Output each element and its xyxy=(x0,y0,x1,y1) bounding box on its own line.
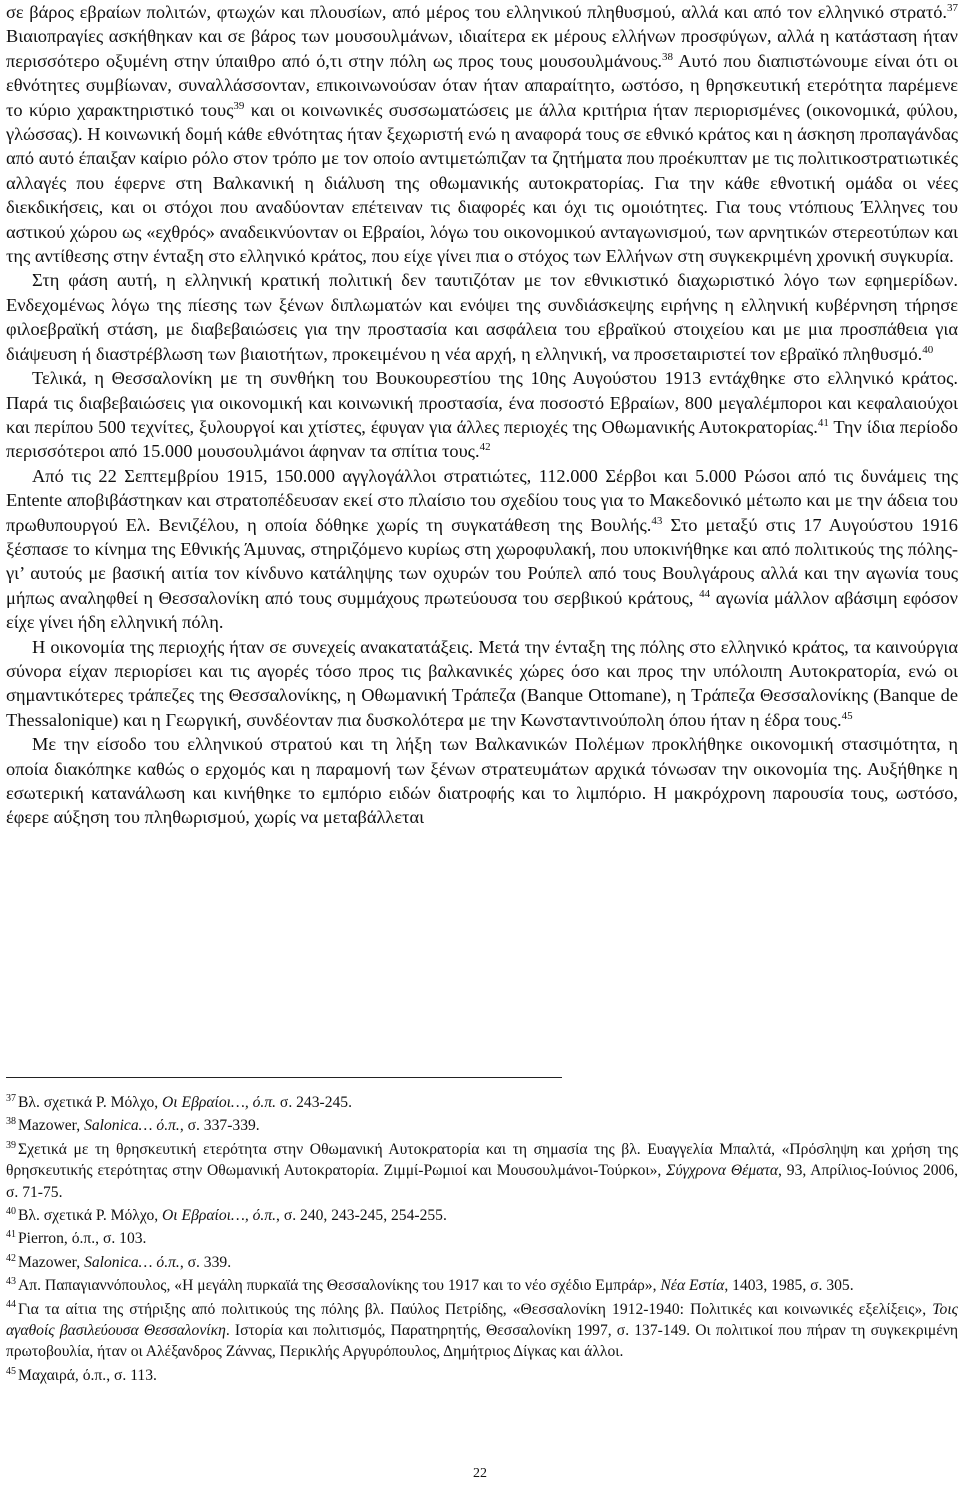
footnote-reference: 41 xyxy=(817,416,829,429)
footnote-number: 39 xyxy=(6,1139,16,1151)
footnote-text: Σχετικά με τη θρησκευτική ετερότητα στην Οθωμανική Αυτοκρατορία και τη σημασία της βλ. Ευαγγελία Μπαλτά, «Πρόσληψη και χρήση της θρησκευτικής ετερότητας στην Οθωμανική Αυτοκρατορία. Ζιμμί-Ρωμιοί και Μουσουλμάνοι-Τούρκοι», xyxy=(6,1140,958,1180)
paragraph-text: Στο μεταξύ στις 17 Αυγούστου 1916 ξέσπασε το κίνημα της Εθνικής Άμυνας, στηριζόμενο κυρίως στη χωροφυλακή, που υποκινήθηκε και από πολιτικούς της πόλης-γι’ αυτούς με βασική αιτία τον κίνδυνο κατάληψης των οχυρών του Ρούπελ από τους Βουλγάρους αλλά και την αγωνία τους μήπως αναληφθεί η Θεσσαλονίκη από τους συμμάχους πρωτεύουσα του σερβικού κράτους, xyxy=(6,514,958,608)
footnote xyxy=(6,1139,958,1203)
footnote-text: σ. 243-245. xyxy=(276,1094,353,1111)
footnote-number: 40 xyxy=(6,1205,16,1217)
paragraph-text: Αυτό που διαπιστώνουμε είναι ότι οι εθνότητες συμβίωναν, συναλλάσσονταν, επικοινωνούσαν όταν ήταν απαραίτητο, ωστόσο, η θρησκευτική ετερότητα παρέμενε το κύριο χαρακτηριστικό τους xyxy=(6,50,959,120)
footnote-text: , 1403, 1985, σ. 305. xyxy=(724,1277,854,1295)
footnote-reference: 43 xyxy=(651,514,663,527)
footnote xyxy=(6,1092,958,1113)
paragraph xyxy=(6,268,958,366)
footnote-title: Νέα Εστία xyxy=(660,1277,725,1295)
footnote-number: 45 xyxy=(6,1365,16,1377)
footnote-reference: 45 xyxy=(841,709,853,722)
footnote-number: 37 xyxy=(6,1092,16,1104)
footnote-title: Σύγχρονα Θέματα xyxy=(666,1162,779,1180)
footnote-text: Pierron, ό.π., σ. 103. xyxy=(18,1230,147,1248)
footnote-text: , σ. 337-339. xyxy=(179,1117,260,1135)
paragraph xyxy=(6,635,958,733)
footnote-title: Οι Εβραίοι…, ό.π. xyxy=(162,1207,277,1225)
paragraph-text: αγωνία μάλλον αβάσιμη εφόσον είχε γίνει ήδη ελληνική πόλη. xyxy=(6,587,958,633)
footnote-reference: 40 xyxy=(922,343,934,356)
paragraph-text: Τελικά, η Θεσσαλονίκη με τη συνθήκη του Βουκουρεστίου της 10ης Αυγούστου 1913 εντάχθηκε στο ελληνικό κράτος. Παρά τις διαβεβαιώσεις για οικονομική και κοινωνική προστασία, ένα ποσοστό Εβραίων, 800 μεγαλέμποροι και κεφαλαιούχοι και περίπου 500 τεχνίτες, ξυλουργοί και χτίστες, έφυγαν για άλλες περιοχές της Οθωμανικής Αυτοκρατορίας. xyxy=(6,368,958,437)
main-text xyxy=(6,0,958,830)
paragraph-text: και οι κοινωνικές συσσωματώσεις με άλλα κριτήρια ήταν περιορισμένες (οικονομικά, φύλου, γλώσσας). Η κοινωνική δομή κάθε εθνότητας ήταν ξεχωριστή ενώ η αναφορά τους σε εθνικό κράτος και η άσκηση προπαγάνδας από αυτό έπαιξαν καίριο ρόλο στον τρόπο με τον οποίο αντιμετώπιζαν τα ζητήματα που προέκυπταν με τις πολιτικοστρατιωτικές αλλαγές που έφερνε στη Βαλκανική η διάλυση της οθωμανικής αυτοκρατορίας. Για την κάθε εθνοτική ομάδα οι νέες διεκδικήσεις, και οι στόχοι που αναδύονταν επέτειναν τις διαφορές και όχι τις ομοιότητες. Για τους ντόπιους Έλληνες του αστικού χώρου ως «εχθρός» αναδεικνύονταν οι Εβραίοι, λόγω του οικονομικού ανταγωνισμού, των αρνητικών στερεοτύπων και της αντίθεσης στην ένταξη στο ελληνικό κράτος, που είχε γίνει πια ο στόχος των Ελλήνων στη συγκεκριμένη χρονική συγκυρία. xyxy=(6,99,958,267)
footnote xyxy=(6,1115,958,1136)
footnote-text: , σ. 339. xyxy=(179,1253,232,1271)
footnote-title: Salonica… ό.π. xyxy=(84,1117,180,1135)
footnote-text: , 93, Απρίλιος-Ιούνιος 2006, σ. 71-75. xyxy=(6,1162,958,1201)
paragraph xyxy=(6,464,958,635)
paragraph-text: Η οικονομία της περιοχής ήταν σε συνεχείς ανακατατάξεις. Μετά την ένταξη της πόλης στο ελληνικό κράτος, τα καινούργια σύνορα είχαν περιορίσει και τις αγορές τόσο προς τις βαλκανικές χώρες όσο και προς την υπόλοιπη Αυτοκρατορία, ενώ οι σημαντικότερες τράπεζες της Θεσσαλονίκης, η Οθωμανική Τράπεζα (Banque Ottomane), η Τράπεζα Θεσσαλονίκης (Banque de Thessalonique) και η Γεωργική, συνδέονταν πια δυσκολότερα με την Κωνσταντινούπολη όπου ήταν η έδρα τους. xyxy=(6,636,958,730)
page-number: 22 xyxy=(473,1466,487,1481)
footnote-number: 38 xyxy=(6,1116,16,1128)
footnote-text: . Ιστορία και πολιτισμός, Παρατηρητής, Θεσσαλονίκη 1997, σ. 137-149. Οι πολιτικοί που πήραν τη συγκεκριμένη πρωτοβουλία, ήταν οι Αλέξανδρος Ζάννας, Περικλής Αργυρόπουλος, Δημήτριος Δίγκας και άλλοι. xyxy=(6,1322,958,1361)
footnote-text: Mazower, xyxy=(18,1117,85,1135)
footnote xyxy=(6,1275,958,1296)
footnote-separator xyxy=(6,1077,562,1078)
footnote-reference: 37 xyxy=(947,1,958,14)
footnote-number: 42 xyxy=(6,1252,16,1264)
footnote-text: Βλ. σχετικά Ρ. Μόλχο, xyxy=(18,1094,163,1111)
footnote-reference: 44 xyxy=(699,587,711,600)
footnotes xyxy=(6,1092,958,1388)
footnote-text: Mazower, xyxy=(18,1253,85,1271)
footnote-reference: 42 xyxy=(479,441,491,454)
paragraph xyxy=(6,366,958,464)
footnote xyxy=(6,1365,958,1386)
footnote-text: Για τα αίτια της στήριξης από πολιτικούς της πόλης βλ. Παύλος Πετρίδης, «Θεσσαλονίκη 1912-1940: Πολιτικές και κοινωνικές εξελίξεις», xyxy=(18,1300,933,1318)
footnote-number: 41 xyxy=(6,1229,16,1241)
paragraph-text: Στη φάση αυτή, η ελληνική κρατική πολιτική δεν ταυτιζόταν με τον εθνικιστικό διαχωριστικό λόγο των εφημερίδων. Ενδεχομένως λόγω της πίεσης των ξένων διπλωματών και ενόψει της συνδιάσκεψης ειρήνης η ελληνική κυβέρνηση τήρησε φιλοεβραϊκή στάση, με διαβεβαιώσεις για την προστασία και ασφάλεια του εβραϊκού στοιχείου και με μια προσπάθεια για διάψευση ή διαστρέβλωση των βιαιοτήτων, προκειμένου η νέα αρχή, η ελληνική, να προσεταιριστεί τον εβραϊκό πληθυσμό. xyxy=(6,270,958,364)
paragraph xyxy=(6,732,958,830)
paragraph-text: Με την είσοδο του ελληνικού στρατού και τη λήξη των Βαλκανικών Πολέμων προκλήθηκε οικονομική στασιμότητα, η οποία διακόπηκε καθώς ο ερχομός και η παραμονή των ξένων στρατευμάτων αρχικά τόνωσαν την οικονομία της. Αυξήθηκε η εσωτερική κατανάλωση και κινήθηκε το εμπόριο ειδών διατροφής και το λιμπόριο. Η μακρόχρονη παρουσία τους, ωστόσο, έφερε αύξηση του πληθωρισμού, χωρίς να μεταβάλλεται xyxy=(6,734,958,828)
paragraph-text: Βιαιοπραγίες ασκήθηκαν και σε βάρος των μουσουλμάνων, ιδιαίτερα εκ μέρους ελλήνων προσφύγων, αλλά η κατάσταση ήταν περισσότερο οξυμένη στην ύπαιθρο από ό,τι στην πόλη ως προς τους μουσουλμάνους. xyxy=(6,26,958,71)
footnote-text: Απ. Παπαγιαννόπουλος, «Η μεγάλη πυρκαϊά της Θεσσαλονίκης του 1917 και το νέο σχέδιο Εμπράρ», xyxy=(18,1277,661,1295)
footnote-number: 43 xyxy=(6,1276,16,1288)
footnote xyxy=(6,1252,958,1273)
paragraph-text: Από τις 22 Σεπτεμβρίου 1915, 150.000 αγγλογάλλοι στρατιώτες, 112.000 Σέρβοι και 5.000 Ρώσοι από τις δυνάμεις της Entente αποβιβάστηκαν και στρατοπέδευσαν εκεί στο πλαίσιο του σχεδίου τους για το Μακεδονικό μέτωπο και με την άδεια του πρωθυπουργού Ελ. Βενιζέλου, η οποία δόθηκε χωρίς τη συγκατάθεση της Βουλής. xyxy=(6,465,958,535)
paragraph-text: σε βάρος εβραίων πολιτών, φτωχών και πλουσίων, από μέρος του ελληνικού πληθυσμού, αλλά και από τον ελληνικό στρατό. xyxy=(6,2,947,22)
footnote-reference: 38 xyxy=(662,50,674,63)
footnote xyxy=(6,1228,958,1249)
footnote-number: 44 xyxy=(6,1299,16,1311)
footnote-reference: 39 xyxy=(233,99,245,112)
paragraph xyxy=(6,0,958,268)
footnote-text: Μαχαιρά, ό.π., σ. 113. xyxy=(18,1366,157,1384)
footnote-title: Οι Εβραίοι…, ό.π. xyxy=(162,1094,277,1111)
footnote-title: Τοις αγαθοίς βασιλεύουσα Θεσσαλονίκη xyxy=(6,1300,958,1340)
footnote-title: Salonica… ό.π. xyxy=(84,1253,180,1271)
footnote-text: , σ. 240, 243-245, 254-255. xyxy=(276,1207,447,1225)
footnote xyxy=(6,1299,958,1363)
paragraph-text: Την ίδια περίοδο περισσότεροι από 15.000 μουσουλμάνοι άφηναν τα σπίτια τους. xyxy=(6,416,958,462)
footnote-text: Βλ. σχετικά Ρ. Μόλχο, xyxy=(18,1207,163,1225)
footnote xyxy=(6,1205,958,1226)
